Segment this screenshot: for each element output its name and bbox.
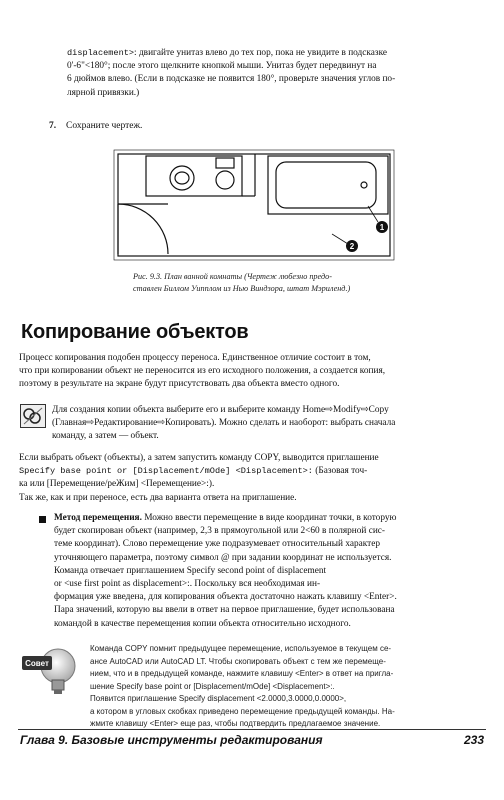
ribbon-paragraph: Для создания копии объекта выберите его и выберите команду Home⇨Modify⇨Copy (Главная⇨Редактирование⇨Копировать). Можно сделать и наоборот: выбрать сначала команду, а затем — объект.	[52, 405, 396, 442]
paragraph-1: Процесс копирования подобен процессу переноса. Единственное отличие состоит в том, что при копировании объект не переносится из его исходного положения, а создается копия, поэтому в результате на экране будут присутствовать два объекта вместо одного.	[19, 353, 386, 390]
tip-badge: Совет	[25, 659, 49, 668]
tip-text: Команда COPY помнит предыдущее перемещение, используемое в текущем се- ансе AutoCAD или AutoCAD LT. Чтобы скопировать объект с тем же перемеще- нием, что и в предыдущей команде, нажмите клавишу <Enter> в ответ на пригла- шение Specify base point or [Displacement/mOde] <Displacement>:. Появится приглашение Specify displacement <2.0000,3.0000,0.0000>, а котором в угловых скобках приведено перемещение предыдущей команды. На- жмите клавишу <Enter> еще раз, чтобы подтвердить предлагаемое значение.	[90, 644, 395, 728]
bathtub	[268, 156, 388, 214]
sink-basin	[175, 172, 189, 184]
bathtub-drain	[361, 182, 367, 188]
lightbulb-icon	[20, 640, 86, 702]
toilet-tank	[216, 158, 234, 168]
svg-text:2: 2	[349, 242, 355, 251]
footer-rule	[18, 729, 486, 730]
sink	[170, 166, 194, 190]
intro-line-3: 6 дюймов влево. (Если в подсказке не появится 180°, проверьте значения углов по-	[67, 74, 396, 85]
leader-2	[332, 234, 348, 244]
intro-line-2: 0'-6"<180°; после этого щелкните кнопкой мыши. Унитаз будет передвинут на	[67, 61, 377, 72]
toilet-bowl	[216, 171, 234, 189]
intro-line-4: лярной привязки.)	[67, 87, 140, 98]
copy-command-icon	[20, 404, 46, 428]
bullet-paragraph: Метод перемещения. Можно ввести перемещение в виде координат точки, в которую будет скопирован объект (например, 2,3 в прямоугольной или 2<60 в полярной сис- теме координат). Слово перемещение уже подразумевает относительный характер уточняющего параметра, поэтому символ @ при задании координат не используется. Команда отвечает приглашением Specify second point of displacement or <use first point as displacement>:. Поскольку вся необходимая ин- формация уже введена, для копирования объекта достаточно нажать клавишу <Enter>. Пара значений, которую вы ввели в ответ на первое приглашение, будет использована командой в качестве перемещения копии объекта относительно исходного.	[54, 513, 397, 629]
section-heading: Копирование объектов	[21, 321, 249, 343]
step-number: 7.	[49, 121, 57, 131]
intro-paragraph	[67, 47, 487, 100]
door-swing-arc	[118, 204, 168, 254]
page-number: 233	[463, 733, 484, 747]
step-text: Сохраните чертеж.	[66, 121, 143, 131]
paragraph-2: Если выбрать объект (объекты), а затем запустить команду COPY, выводится приглашение Specify base point or [Displacement/mOde] <Displacement>: (Базовая точ- ка или [Перемещение/реЖим] <Перемещение>:). Так же, как и при переносе, есть два варианта ответа на приглашение.	[19, 453, 379, 503]
bathroom-floor-plan	[110, 148, 410, 268]
chapter-footer: Глава 9. Базовые инструменты редактирования	[20, 733, 323, 747]
svg-text:1: 1	[379, 223, 385, 232]
figure-caption: Рис. 9.3. План ванной комнаты (Чертеж любезно предо- ставлен Биллом Уипплом из Нью Виндзора, штат Мэриленд.)	[133, 272, 351, 293]
bullet-marker	[39, 516, 46, 523]
intro-line-1: displacement>: двигайте унитаз влево до тех пор, пока не увидите в подсказке	[67, 48, 387, 58]
